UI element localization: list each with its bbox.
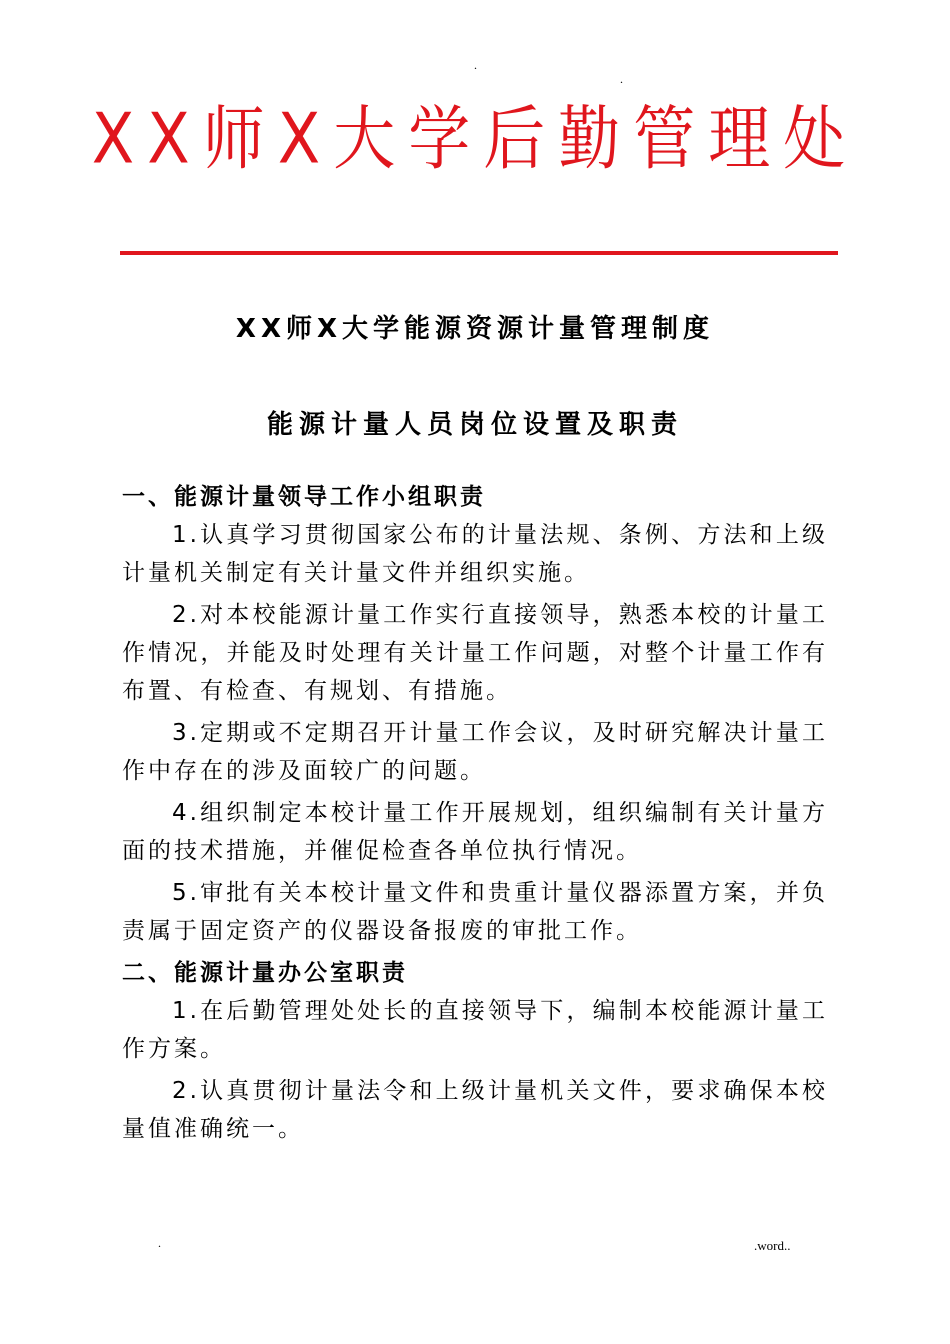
- document-title: XX师X大学能源资源计量管理制度: [235, 314, 715, 344]
- header-mark-right: .: [620, 72, 623, 86]
- paragraph: 1.在后勤管理处处长的直接领导下，编制本校能源计量工作方案。: [122, 998, 828, 1062]
- header-mark-left: .: [474, 58, 477, 72]
- section-heading: 一、能源计量领导工作小组职责: [122, 484, 486, 510]
- footer-mark-left: .: [158, 1236, 161, 1250]
- document-body: [122, 478, 828, 1152]
- section-leadership-group: [122, 478, 828, 950]
- paragraph: 4.组织制定本校计量工作开展规划，组织编制有关计量方面的技术措施，并催促检查各单位执行情况。: [122, 800, 828, 864]
- organization-title: XX师X大学后勤管理处: [91, 97, 859, 180]
- paragraph: 2.对本校能源计量工作实行直接领导，熟悉本校的计量工作情况，并能及时处理有关计量工作问题，对整个计量工作有布置、有检查、有规划、有措施。: [122, 602, 828, 704]
- section-heading: 二、能源计量办公室职责: [122, 960, 408, 986]
- paragraph: 2.认真贯彻计量法令和上级计量机关文件，要求确保本校量值准确统一。: [122, 1078, 828, 1142]
- document-subtitle: 能源计量人员岗位设置及职责: [266, 410, 683, 440]
- paragraph: 5.审批有关本校计量文件和贵重计量仪器添置方案，并负责属于固定资产的仪器设备报废的审批工作。: [122, 880, 828, 944]
- paragraph: 3.定期或不定期召开计量工作会议，及时研究解决计量工作中存在的涉及面较广的问题。: [122, 720, 828, 784]
- section-metering-office: [122, 954, 828, 1148]
- red-divider-line: [120, 251, 838, 255]
- footer-word-mark: .word..: [754, 1238, 791, 1253]
- paragraph: 1.认真学习贯彻国家公布的计量法规、条例、方法和上级计量机关制定有关计量文件并组织实施。: [122, 522, 828, 586]
